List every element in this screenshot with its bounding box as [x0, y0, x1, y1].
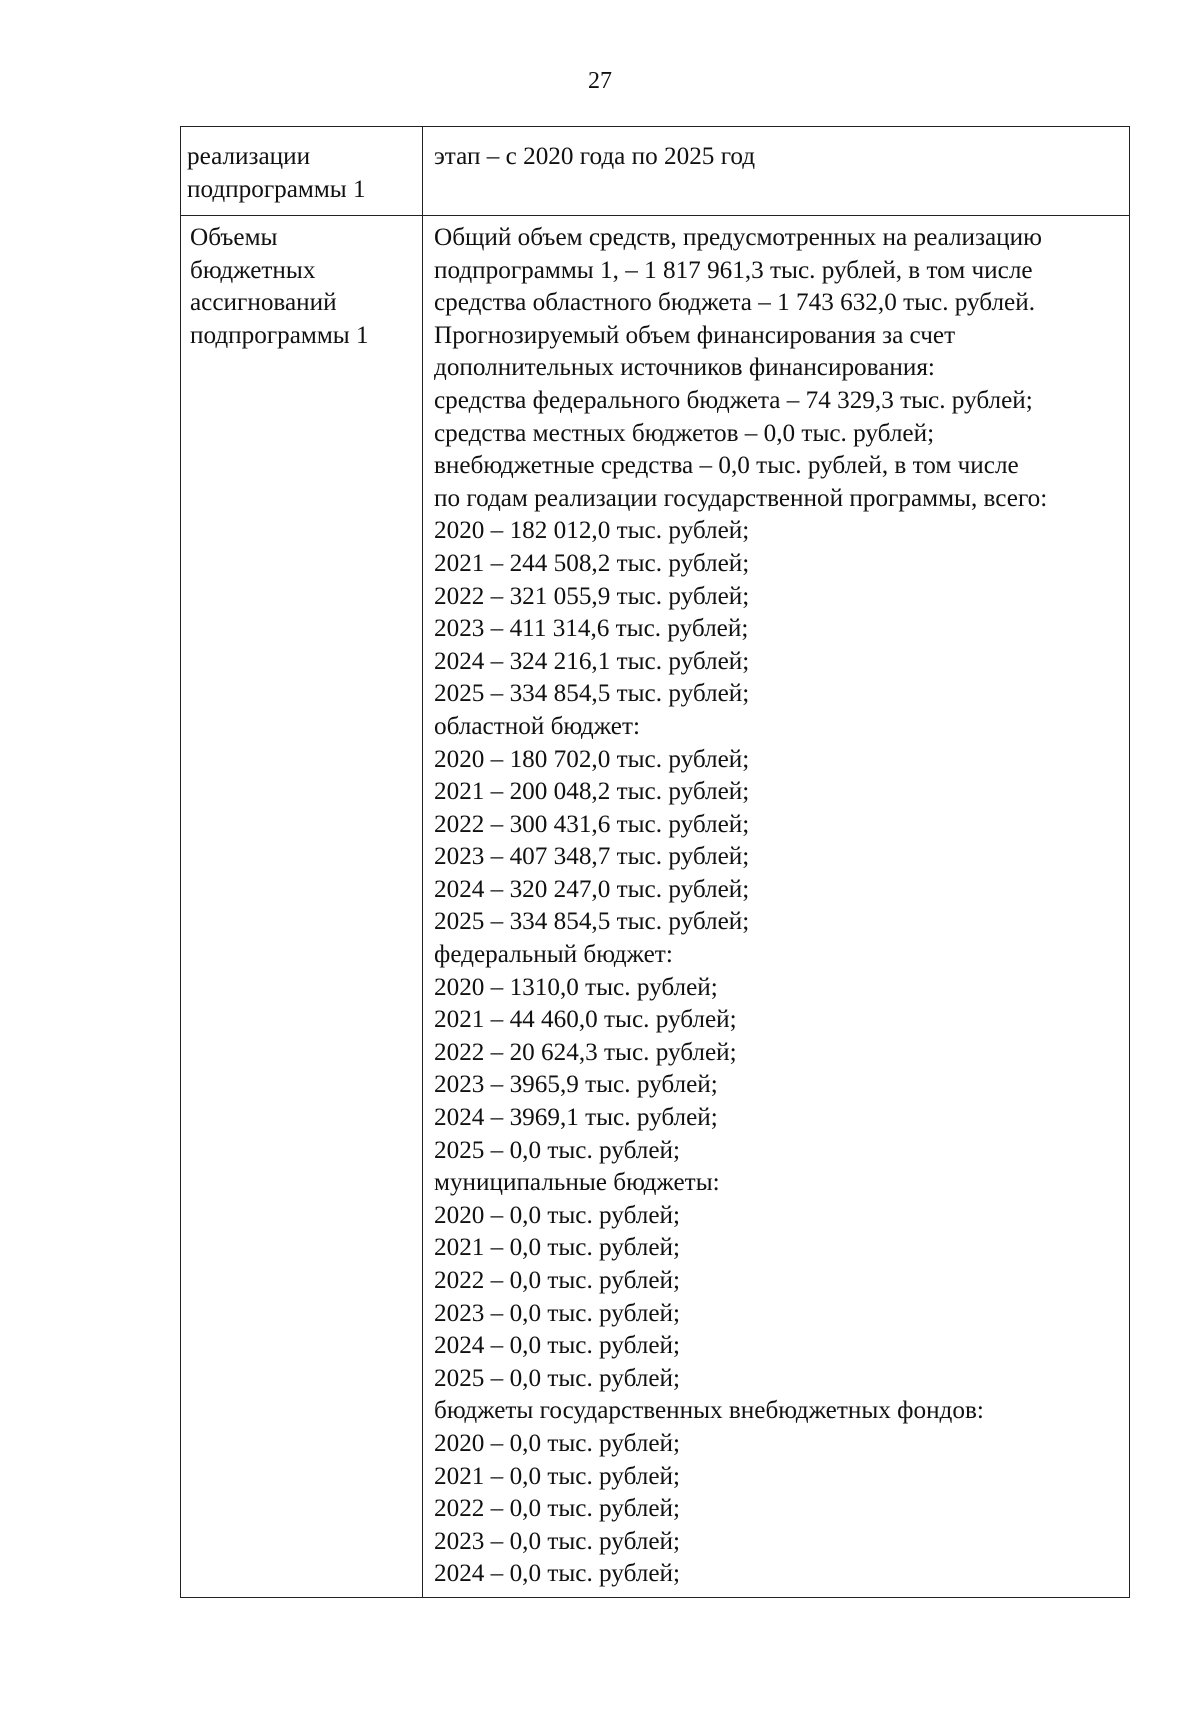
- text-line: 2025 – 334 854,5 тыс. рублей;: [434, 680, 750, 708]
- table-row-budget-allocations: [181, 216, 1130, 1598]
- text-line: по годам реализации государственной программы, всего:: [434, 484, 1048, 512]
- text-line: внебюджетные средства – 0,0 тыс. рублей, в том числе: [434, 452, 1019, 480]
- text-line: 2020 – 180 702,0 тыс. рублей;: [434, 745, 750, 773]
- text-line: бюджетных: [190, 256, 316, 284]
- text-line: 2023 – 407 348,7 тыс. рублей;: [434, 843, 750, 871]
- text-line: средства местных бюджетов – 0,0 тыс. рублей;: [434, 419, 935, 447]
- table-row-implementation-stage: [181, 127, 1130, 216]
- text-line: 2022 – 0,0 тыс. рублей;: [434, 1495, 680, 1523]
- text-line: 2022 – 300 431,6 тыс. рублей;: [434, 810, 750, 838]
- text-line: 2023 – 411 314,6 тыс. рублей;: [434, 615, 749, 643]
- row-value-cell: [423, 216, 1130, 1598]
- row-label-lines: [190, 222, 414, 352]
- text-line: 2023 – 0,0 тыс. рублей;: [434, 1299, 680, 1327]
- text-line: Объемы: [190, 224, 278, 251]
- text-line: муниципальные бюджеты:: [434, 1169, 720, 1197]
- row-label-lines: [187, 141, 414, 206]
- text-line: федеральный бюджет:: [434, 941, 673, 969]
- text-line: подпрограммы 1: [187, 175, 366, 203]
- text-line: 2024 – 324 216,1 тыс. рублей;: [434, 647, 750, 675]
- text-line: 2024 – 0,0 тыс. рублей;: [434, 1560, 680, 1588]
- text-line: 2020 – 0,0 тыс. рублей;: [434, 1201, 680, 1229]
- text-line: 2022 – 0,0 тыс. рублей;: [434, 1267, 680, 1294]
- text-line: 2020 – 182 012,0 тыс. рублей;: [434, 517, 750, 545]
- text-line: ассигнований: [190, 289, 337, 317]
- text-line: областной бюджет:: [434, 712, 640, 740]
- subprogram-passport-table: [180, 126, 1130, 1598]
- text-line: 2024 – 3969,1 тыс. рублей;: [434, 1104, 718, 1132]
- text-line: 2022 – 321 055,9 тыс. рублей;: [434, 582, 750, 610]
- row-value-cell: [423, 127, 1130, 216]
- text-line: бюджеты государственных внебюджетных фондов:: [434, 1397, 984, 1425]
- text-line: дополнительных источников финансирования:: [434, 354, 935, 382]
- text-line: 2021 – 0,0 тыс. рублей;: [434, 1234, 680, 1262]
- row-label-cell: [181, 216, 423, 1598]
- text-line: 2023 – 3965,9 тыс. рублей;: [434, 1071, 718, 1099]
- page-number: 27: [588, 68, 612, 94]
- text-line: 2025 – 0,0 тыс. рублей;: [434, 1136, 680, 1164]
- row-value-lines: [434, 222, 1121, 1591]
- text-line: 2022 – 20 624,3 тыс. рублей;: [434, 1038, 737, 1066]
- text-line: этап – с 2020 года по 2025 год: [434, 143, 756, 170]
- text-line: 2025 – 0,0 тыс. рублей;: [434, 1364, 680, 1392]
- text-line: 2021 – 44 460,0 тыс. рублей;: [434, 1006, 737, 1034]
- text-line: реализации: [187, 143, 311, 170]
- text-line: 2021 – 200 048,2 тыс. рублей;: [434, 778, 750, 806]
- text-line: Общий объем средств, предусмотренных на реализацию: [434, 224, 1042, 251]
- text-line: 2023 – 0,0 тыс. рублей;: [434, 1527, 680, 1555]
- text-line: 2024 – 320 247,0 тыс. рублей;: [434, 875, 750, 903]
- text-line: 2021 – 0,0 тыс. рублей;: [434, 1462, 680, 1490]
- text-line: Прогнозируемый объем финансирования за счет: [434, 321, 956, 349]
- text-line: средства федерального бюджета – 74 329,3 тыс. рублей;: [434, 386, 1033, 414]
- text-line: подпрограммы 1, – 1 817 961,3 тыс. рублей, в том числе: [434, 256, 1033, 284]
- row-label-cell: [181, 127, 423, 216]
- text-line: подпрограммы 1: [190, 321, 369, 349]
- row-value-lines: [434, 141, 1121, 174]
- text-line: 2024 – 0,0 тыс. рублей;: [434, 1332, 680, 1360]
- text-line: 2020 – 1310,0 тыс. рублей;: [434, 973, 718, 1001]
- text-line: средства областного бюджета – 1 743 632,0 тыс. рублей.: [434, 289, 1036, 317]
- text-line: 2021 – 244 508,2 тыс. рублей;: [434, 549, 750, 577]
- text-line: 2020 – 0,0 тыс. рублей;: [434, 1429, 680, 1457]
- text-line: 2025 – 334 854,5 тыс. рублей;: [434, 908, 750, 936]
